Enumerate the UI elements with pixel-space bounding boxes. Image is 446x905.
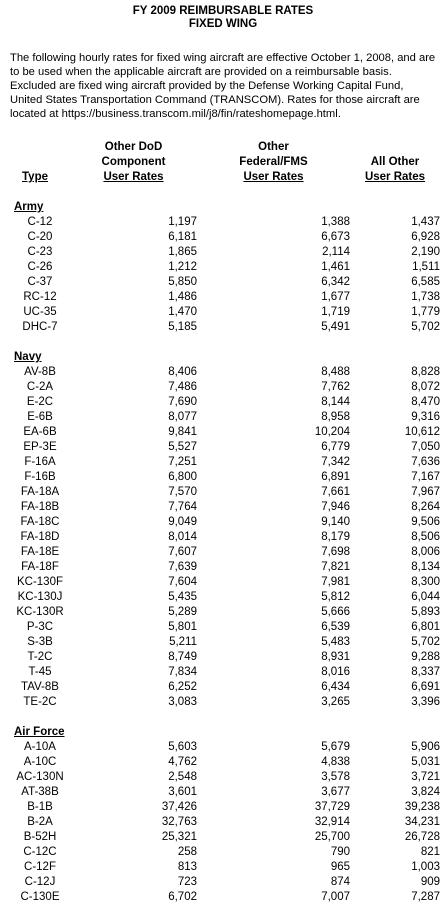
other-federal-rate-cell: 3,265: [321, 696, 350, 708]
aircraft-type-cell: RC-12: [23, 291, 57, 303]
table-row: [10, 830, 440, 845]
other-dod-rate-cell: 813: [177, 861, 197, 873]
other-dod-rate-cell: 37,426: [161, 801, 197, 813]
other-federal-rate-cell: 25,700: [314, 831, 350, 843]
other-dod-rate-cell: 32,763: [161, 816, 197, 828]
table-row: [10, 890, 440, 905]
other-federal-rate-cell: 1,461: [321, 261, 350, 273]
table-row: [10, 395, 440, 410]
all-other-rate-cell: 3,824: [411, 786, 440, 798]
section-heading: Air Force: [14, 726, 65, 738]
aircraft-type-cell: C-23: [27, 246, 53, 258]
other-federal-rate-cell: 10,204: [314, 426, 350, 438]
other-federal-rate-cell: 2,114: [322, 246, 350, 258]
all-other-rate-cell: 7,636: [411, 456, 440, 468]
table-row: [10, 755, 440, 770]
other-federal-rate-cell: 7,762: [321, 381, 350, 393]
table-row: [10, 530, 440, 545]
other-dod-rate-cell: 3,083: [168, 696, 197, 708]
other-dod-rate-cell: 7,607: [168, 546, 197, 558]
header-all-other: [350, 140, 440, 185]
other-dod-rate-cell: 7,486: [168, 381, 197, 393]
aircraft-type-cell: T-2C: [27, 651, 53, 663]
aircraft-type-cell: UC-35: [23, 306, 57, 318]
header-type: [10, 140, 70, 185]
aircraft-type-cell: S-3B: [27, 636, 53, 648]
other-federal-rate-cell: 8,144: [321, 396, 350, 408]
header-other-dod: [70, 140, 197, 185]
other-federal-rate-cell: 965: [330, 861, 350, 873]
all-other-rate-cell: 821: [420, 846, 440, 858]
other-federal-rate-cell: 5,679: [321, 741, 350, 753]
table-row: [10, 245, 440, 260]
other-dod-rate-cell: 5,185: [168, 321, 197, 333]
all-other-rate-cell: 6,691: [411, 681, 440, 693]
other-dod-rate-cell: 7,639: [168, 561, 197, 573]
other-dod-rate-cell: 723: [177, 876, 197, 888]
table-row: [10, 650, 440, 665]
other-federal-rate-cell: 7,981: [321, 576, 350, 588]
header-other-federal-line3: User Rates: [243, 171, 304, 183]
other-dod-rate-cell: 8,406: [168, 366, 197, 378]
other-federal-rate-cell: 6,342: [321, 276, 350, 288]
other-dod-rate-cell: 5,527: [168, 441, 197, 453]
other-dod-rate-cell: 258: [177, 846, 197, 858]
all-other-rate-cell: 1,779: [411, 306, 440, 318]
all-other-rate-cell: 8,470: [411, 396, 440, 408]
table-row: [10, 380, 440, 395]
table-row: [10, 605, 440, 620]
table-row: [10, 290, 440, 305]
table-row: [10, 485, 440, 500]
table-row: [10, 740, 440, 755]
aircraft-type-cell: A-10A: [24, 741, 56, 753]
header-all-other-line2: User Rates: [364, 171, 426, 183]
aircraft-type-cell: TE-2C: [23, 696, 57, 708]
other-federal-rate-cell: 6,891: [321, 471, 350, 483]
aircraft-type-cell: C-130E: [20, 891, 60, 903]
other-federal-rate-cell: 8,958: [321, 411, 350, 423]
spacer-cell: [10, 710, 440, 725]
table-row: [10, 845, 440, 860]
other-federal-rate-cell: 5,483: [321, 636, 350, 648]
table-row: [10, 560, 440, 575]
other-dod-rate-cell: 1,865: [168, 246, 197, 258]
section-heading: Army: [14, 201, 44, 213]
all-other-rate-cell: 9,506: [411, 516, 440, 528]
aircraft-type-cell: E-2C: [26, 396, 54, 408]
all-other-rate-cell: 3,396: [411, 696, 440, 708]
table-row: [10, 275, 440, 290]
other-dod-rate-cell: 7,251: [168, 456, 197, 468]
all-other-rate-cell: 6,585: [411, 276, 440, 288]
header-all-other-line1: All Other: [370, 156, 420, 168]
all-other-rate-cell: 8,828: [411, 366, 440, 378]
all-other-rate-cell: 5,702: [411, 321, 440, 333]
aircraft-type-cell: C-12: [27, 216, 53, 228]
other-dod-rate-cell: 5,435: [168, 591, 197, 603]
table-row: [10, 620, 440, 635]
other-dod-rate-cell: 9,049: [168, 516, 197, 528]
all-other-rate-cell: 7,287: [411, 891, 440, 903]
all-other-rate-cell: 1,738: [411, 291, 440, 303]
all-other-rate-cell: 8,506: [411, 531, 440, 543]
all-other-rate-cell: 6,801: [411, 621, 440, 633]
other-dod-rate-cell: 1,486: [168, 291, 197, 303]
table-row: [10, 230, 440, 245]
other-federal-rate-cell: 8,931: [321, 651, 350, 663]
all-other-rate-cell: 5,906: [411, 741, 440, 753]
rates-table-body: [10, 185, 440, 905]
other-federal-rate-cell: 7,698: [321, 546, 350, 558]
other-dod-rate-cell: 7,764: [168, 501, 197, 513]
all-other-rate-cell: 9,316: [411, 411, 440, 423]
aircraft-type-cell: C-12F: [24, 861, 56, 873]
all-other-rate-cell: 10,612: [404, 426, 440, 438]
aircraft-type-cell: E-6B: [27, 411, 53, 423]
other-federal-rate-cell: 1,719: [321, 306, 350, 318]
other-dod-rate-cell: 8,077: [168, 411, 197, 423]
other-dod-rate-cell: 7,604: [168, 576, 197, 588]
other-federal-rate-cell: 1,677: [321, 291, 350, 303]
header-other-dod-line3: User Rates: [103, 171, 164, 183]
aircraft-type-cell: B-2A: [27, 816, 53, 828]
other-federal-rate-cell: 3,578: [321, 771, 350, 783]
page-subtitle: FIXED WING: [188, 18, 258, 30]
table-row: [10, 515, 440, 530]
all-other-rate-cell: 1,437: [411, 216, 440, 228]
section-heading: Navy: [14, 351, 42, 363]
aircraft-type-cell: KC-130J: [17, 591, 63, 603]
other-dod-rate-cell: 6,252: [168, 681, 197, 693]
aircraft-type-cell: P-3C: [26, 621, 54, 633]
header-other-federal: [197, 140, 350, 185]
aircraft-type-cell: T-45: [28, 666, 52, 678]
all-other-rate-cell: 8,134: [411, 561, 440, 573]
other-federal-rate-cell: 790: [330, 846, 350, 858]
other-federal-rate-cell: 8,016: [321, 666, 350, 678]
section-spacer: [10, 185, 440, 200]
all-other-rate-cell: 5,893: [411, 606, 440, 618]
all-other-rate-cell: 6,044: [411, 591, 440, 603]
all-other-rate-cell: 8,337: [411, 666, 440, 678]
table-row: [10, 305, 440, 320]
other-federal-rate-cell: 7,661: [321, 486, 350, 498]
aircraft-type-cell: F-16A: [24, 456, 56, 468]
intro-paragraph: The following hourly rates for fixed wing aircraft are effective October 1, 2008, and are to be used when the applicable aircraft are provided on a reimbursable basis. Excluded are fixed wing aircraft provided by the Defense Working Capital Fund, United States Transportation Command (TRANSCOM). Rates for those aircraft are located at https://business.transcom.mil/j8/fin/rateshomepage.html.: [10, 52, 436, 120]
all-other-rate-cell: 6,928: [411, 231, 440, 243]
table-row: [10, 695, 440, 710]
aircraft-type-cell: TAV-8B: [21, 681, 59, 693]
all-other-rate-cell: 3,721: [411, 771, 440, 783]
other-federal-rate-cell: 7,821: [321, 561, 350, 573]
section-header-row: [10, 350, 440, 365]
all-other-rate-cell: 8,300: [411, 576, 440, 588]
table-row: [10, 455, 440, 470]
other-dod-rate-cell: 8,749: [168, 651, 197, 663]
table-row: [10, 470, 440, 485]
all-other-rate-cell: 7,050: [411, 441, 440, 453]
aircraft-type-cell: C-20: [27, 231, 53, 243]
aircraft-type-cell: B-1B: [27, 801, 53, 813]
all-other-rate-cell: 8,072: [411, 381, 440, 393]
aircraft-type-cell: AT-38B: [21, 786, 59, 798]
aircraft-type-cell: B-52H: [23, 831, 57, 843]
all-other-rate-cell: 5,702: [411, 636, 440, 648]
other-federal-rate-cell: 3,677: [321, 786, 350, 798]
section-header-row: [10, 200, 440, 215]
all-other-rate-cell: 8,006: [411, 546, 440, 558]
other-federal-rate-cell: 5,666: [321, 606, 350, 618]
other-dod-rate-cell: 4,762: [168, 756, 197, 768]
table-row: [10, 860, 440, 875]
all-other-rate-cell: 34,231: [404, 816, 440, 828]
other-federal-rate-cell: 6,434: [321, 681, 350, 693]
other-dod-rate-cell: 2,548: [168, 771, 197, 783]
other-federal-rate-cell: 4,838: [321, 756, 350, 768]
aircraft-type-cell: C-2A: [26, 381, 54, 393]
header-other-federal-line1: Other: [258, 141, 289, 153]
other-dod-rate-cell: 9,841: [168, 426, 197, 438]
table-row: [10, 365, 440, 380]
page-title: FY 2009 REIMBURSABLE RATES: [132, 5, 314, 17]
other-federal-rate-cell: 32,914: [314, 816, 350, 828]
section-header-row: [10, 725, 440, 740]
table-row: [10, 440, 440, 455]
table-row: [10, 320, 440, 335]
other-dod-rate-cell: 25,321: [161, 831, 197, 843]
spacer-cell: [10, 185, 440, 200]
aircraft-type-cell: EA-6B: [23, 426, 57, 438]
aircraft-type-cell: F-16B: [24, 471, 56, 483]
header-type-label: Type: [22, 171, 48, 183]
other-dod-rate-cell: 1,212: [168, 261, 197, 273]
all-other-rate-cell: 1,003: [411, 861, 440, 873]
other-dod-rate-cell: 1,197: [168, 216, 197, 228]
all-other-rate-cell: 2,190: [411, 246, 440, 258]
rates-table: [10, 140, 440, 905]
rates-table-header: [10, 140, 440, 185]
all-other-rate-cell: 39,238: [404, 801, 440, 813]
aircraft-type-cell: C-26: [27, 261, 53, 273]
aircraft-type-cell: FA-18F: [21, 561, 59, 573]
other-federal-rate-cell: 7,946: [321, 501, 350, 513]
other-federal-rate-cell: 9,140: [321, 516, 350, 528]
aircraft-type-cell: A-10C: [23, 756, 57, 768]
aircraft-type-cell: KC-130R: [16, 606, 64, 618]
section-spacer: [10, 335, 440, 350]
aircraft-type-cell: FA-18E: [20, 546, 60, 558]
other-dod-rate-cell: 7,690: [168, 396, 197, 408]
other-federal-rate-cell: 6,779: [321, 441, 350, 453]
other-federal-rate-cell: 874: [330, 876, 350, 888]
header-other-dod-line1: Other DoD: [104, 141, 163, 153]
table-row: [10, 590, 440, 605]
other-federal-rate-cell: 7,342: [321, 456, 350, 468]
table-row: [10, 635, 440, 650]
other-federal-rate-cell: 1,388: [321, 216, 350, 228]
other-dod-rate-cell: 7,834: [168, 666, 197, 678]
aircraft-type-cell: C-12C: [23, 846, 57, 858]
aircraft-type-cell: AV-8B: [24, 366, 56, 378]
other-federal-rate-cell: 8,179: [321, 531, 350, 543]
all-other-rate-cell: 9,288: [411, 651, 440, 663]
table-row: [10, 410, 440, 425]
other-dod-rate-cell: 8,014: [168, 531, 197, 543]
table-row: [10, 425, 440, 440]
table-row: [10, 785, 440, 800]
table-row: [10, 800, 440, 815]
other-dod-rate-cell: 1,470: [168, 306, 197, 318]
table-row: [10, 215, 440, 230]
other-federal-rate-cell: 8,488: [321, 366, 350, 378]
aircraft-type-cell: C-37: [27, 276, 53, 288]
table-row: [10, 500, 440, 515]
aircraft-type-cell: FA-18A: [20, 486, 60, 498]
other-dod-rate-cell: 5,289: [168, 606, 197, 618]
header-other-dod-line2: Component: [101, 156, 166, 168]
aircraft-type-cell: AC-130N: [16, 771, 64, 783]
table-row: [10, 260, 440, 275]
table-row: [10, 815, 440, 830]
all-other-rate-cell: 5,031: [411, 756, 440, 768]
other-federal-rate-cell: 6,539: [321, 621, 350, 633]
aircraft-type-cell: KC-130F: [16, 576, 64, 588]
other-dod-rate-cell: 6,800: [168, 471, 197, 483]
table-row: [10, 875, 440, 890]
aircraft-type-cell: C-12J: [24, 876, 56, 888]
header-other-federal-line2: Federal/FMS: [239, 156, 308, 168]
other-federal-rate-cell: 37,729: [314, 801, 350, 813]
all-other-rate-cell: 8,264: [411, 501, 440, 513]
spacer-cell: [10, 335, 440, 350]
other-dod-rate-cell: 5,850: [168, 276, 197, 288]
aircraft-type-cell: FA-18B: [20, 501, 60, 513]
other-dod-rate-cell: 7,570: [168, 486, 197, 498]
other-dod-rate-cell: 5,211: [169, 636, 197, 648]
other-dod-rate-cell: 6,702: [168, 891, 197, 903]
aircraft-type-cell: FA-18C: [20, 516, 60, 528]
table-row: [10, 770, 440, 785]
other-federal-rate-cell: 7,007: [321, 891, 350, 903]
all-other-rate-cell: 1,511: [412, 261, 440, 273]
other-federal-rate-cell: 6,673: [321, 231, 350, 243]
table-row: [10, 575, 440, 590]
aircraft-type-cell: DHC-7: [22, 321, 58, 333]
all-other-rate-cell: 909: [420, 876, 440, 888]
other-dod-rate-cell: 5,801: [168, 621, 197, 633]
other-dod-rate-cell: 6,181: [168, 231, 197, 243]
other-dod-rate-cell: 3,601: [168, 786, 197, 798]
all-other-rate-cell: 26,728: [404, 831, 440, 843]
table-row: [10, 680, 440, 695]
table-row: [10, 665, 440, 680]
all-other-rate-cell: 7,167: [411, 471, 440, 483]
section-spacer: [10, 710, 440, 725]
aircraft-type-cell: EP-3E: [23, 441, 57, 453]
other-dod-rate-cell: 5,603: [168, 741, 197, 753]
aircraft-type-cell: FA-18D: [20, 531, 60, 543]
other-federal-rate-cell: 5,812: [321, 591, 350, 603]
other-federal-rate-cell: 5,491: [321, 321, 350, 333]
all-other-rate-cell: 7,967: [411, 486, 440, 498]
table-row: [10, 545, 440, 560]
